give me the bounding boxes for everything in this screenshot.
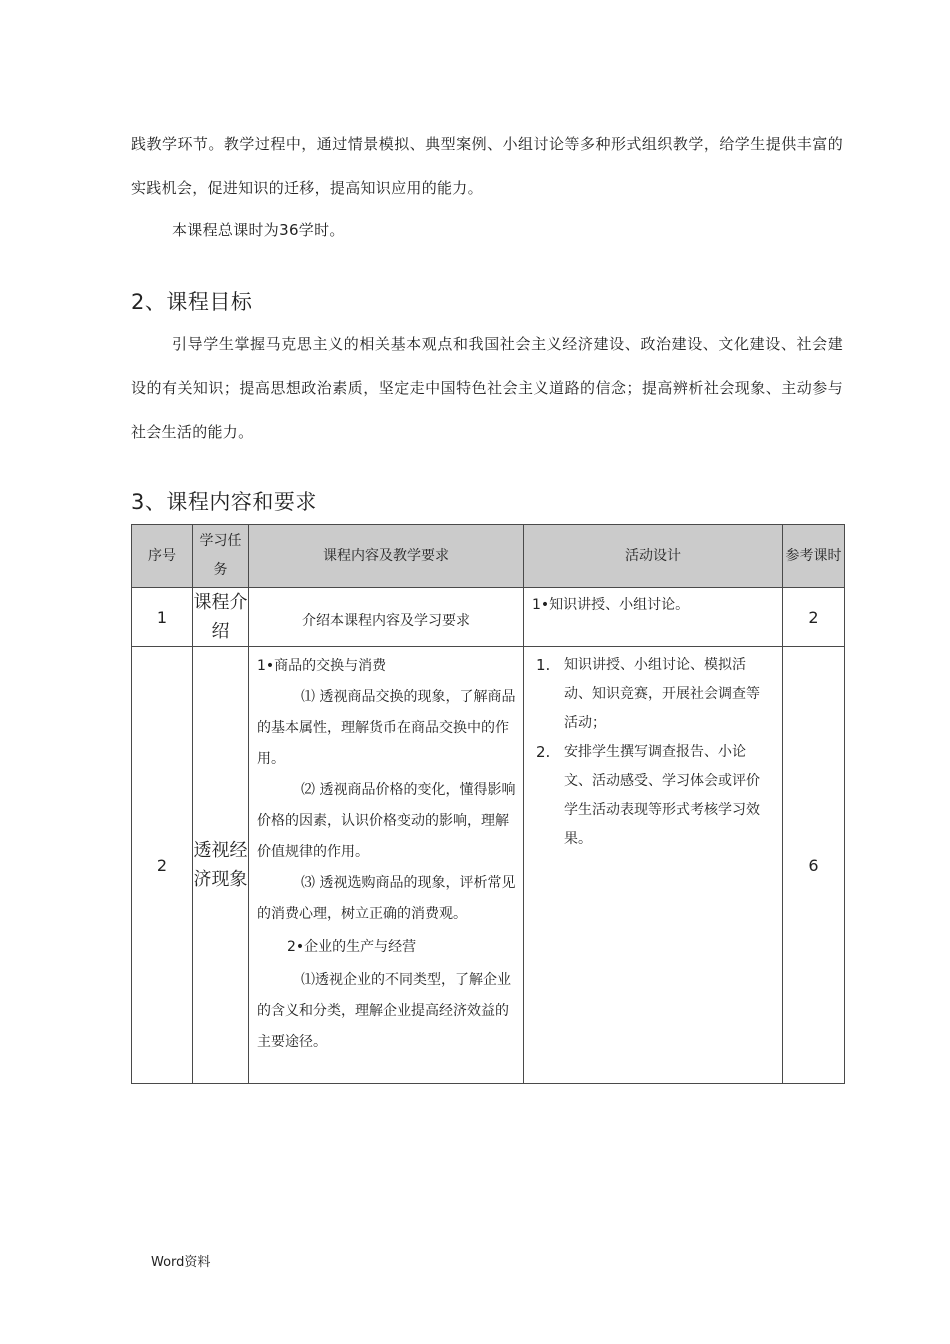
header-task: 学习任务 <box>193 525 249 588</box>
table-row <box>132 588 845 647</box>
content-section-1-item-2: ⑵ 透视商品价格的变化，懂得影响价格的因素，认识价格变动的影响，理解价值规律的作用。 <box>257 782 516 860</box>
activity-item-text: 安排学生撰写调查报告、小论文、活动感受、学习体会或评价学生活动表现等形式考核学习效果。 <box>564 744 760 847</box>
table-header-row <box>132 525 845 588</box>
row-hours: 2 <box>783 588 845 647</box>
row-activity: 1•知识讲授、小组讨论。 <box>524 588 783 647</box>
row-task: 透视经济现象 <box>193 647 249 1084</box>
activity-item <box>536 651 772 738</box>
section-2-body: 引导学生掌握马克思主义的相关基本观点和我国社会主义经济建设、政治建设、文化建设、社会建设的有关知识；提高思想政治素质，坚定走中国特色社会主义道路的信念；提高辨析社会现象、主动参与社会生活的能力。 <box>131 335 843 441</box>
intro-paragraph-2: 本课程总课时为36学时。 <box>172 221 345 239</box>
row-no: 2 <box>132 647 193 1084</box>
content-section-2-title: 2•企业的生产与经营 <box>287 939 417 955</box>
header-hours: 参考课时 <box>783 525 845 588</box>
row-hours: 6 <box>783 647 845 1084</box>
activity-item-number: 1. <box>536 656 551 674</box>
activity-item <box>536 738 772 854</box>
row-no: 1 <box>132 588 193 647</box>
content-section-1-title: 1•商品的交换与消费 <box>257 658 387 674</box>
header-activity: 活动设计 <box>524 525 783 588</box>
content-section-1-item-1: ⑴ 透视商品交换的现象，了解商品的基本属性，理解货币在商品交换中的作用。 <box>257 689 516 767</box>
content-section-1-item-3: ⑶ 透视选购商品的现象，评析常见的消费心理，树立正确的消费观。 <box>257 875 516 922</box>
section-3-heading: 3、课程内容和要求 <box>131 490 317 514</box>
content-section-2-item-1: ⑴透视企业的不同类型，了解企业的含义和分类，理解企业提高经济效益的主要途径。 <box>257 972 511 1050</box>
intro-paragraph-1: 践教学环节。教学过程中，通过情景模拟、典型案例、小组讨论等多种形式组织教学，给学生提供丰富的实践机会，促进知识的迁移，提高知识应用的能力。 <box>131 135 843 197</box>
row-activity <box>524 647 783 1084</box>
activity-item-number: 2. <box>536 743 551 761</box>
table-row <box>132 647 845 1084</box>
row-content: 介绍本课程内容及学习要求 <box>249 588 524 647</box>
activity-item-text: 知识讲授、小组讨论、模拟活动、知识竞赛，开展社会调查等活动； <box>564 657 760 731</box>
row-task: 课程介绍 <box>193 588 249 647</box>
header-no: 序号 <box>132 525 193 588</box>
section-2-heading: 2、课程目标 <box>131 290 253 314</box>
row-content <box>249 647 524 1084</box>
header-content: 课程内容及教学要求 <box>249 525 524 588</box>
footer-label: Word资料 <box>151 1255 211 1270</box>
course-content-table <box>131 524 845 1084</box>
